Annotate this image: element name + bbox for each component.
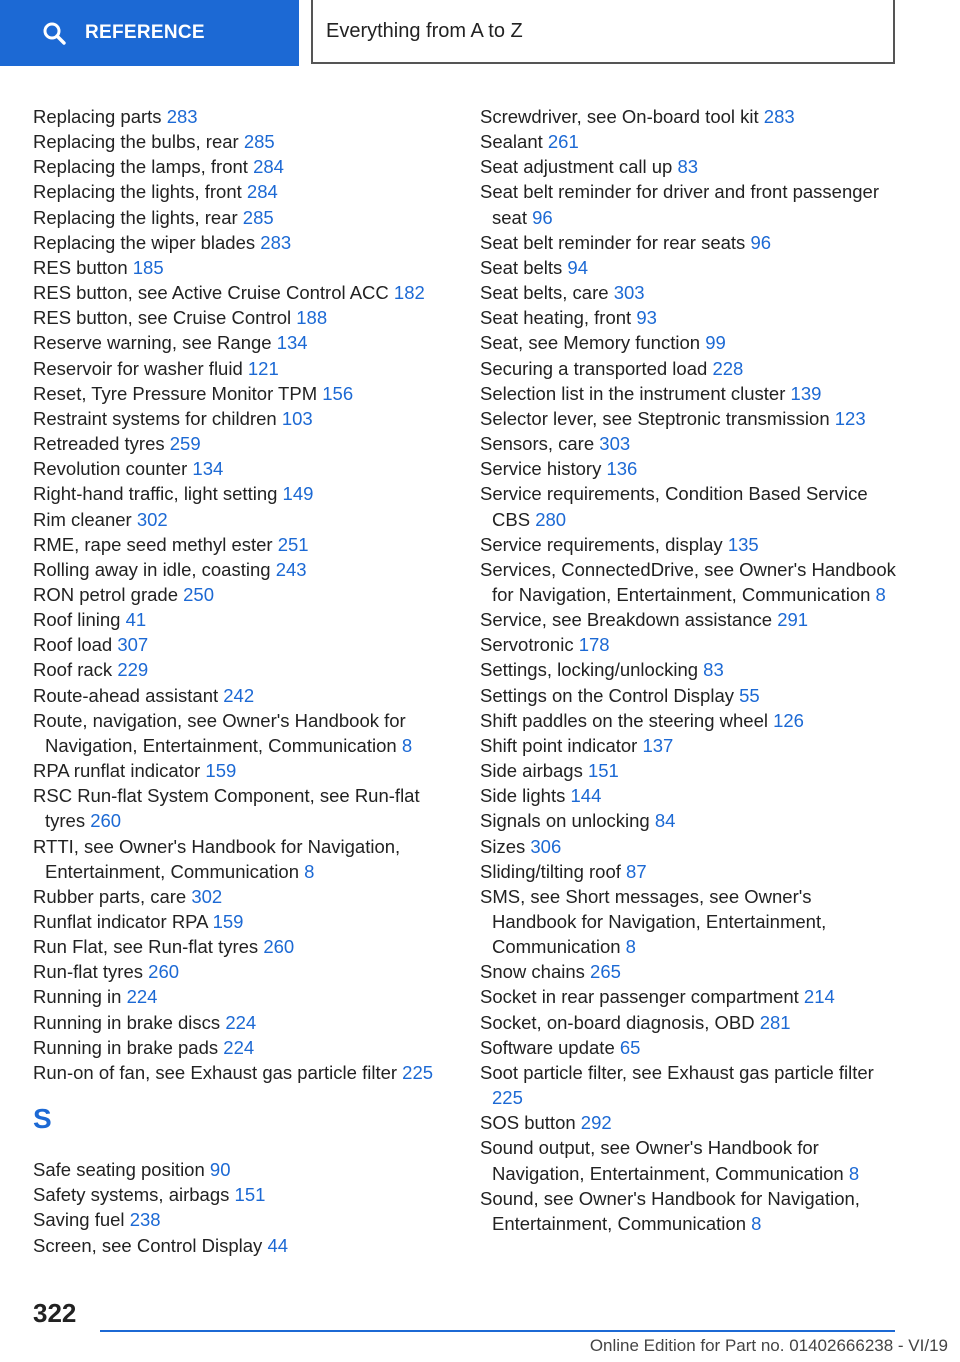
index-entry	[33, 909, 453, 934]
index-entry-text: Soot particle filter, see Exhaust gas particle filter	[480, 1061, 874, 1083]
index-entry	[480, 280, 900, 305]
page-link[interactable]: 302	[191, 885, 223, 907]
index-entry-text: Route-ahead assistant	[33, 684, 224, 706]
page-link[interactable]: 8	[401, 734, 413, 756]
index-entry-text: Replacing the lamps, front	[33, 156, 254, 178]
page-link[interactable]: 303	[599, 433, 631, 455]
index-entry-text: Service history	[480, 458, 607, 480]
index-entry	[33, 632, 453, 657]
index-entry	[33, 481, 453, 506]
index-entry	[480, 607, 900, 632]
page-link[interactable]: 94	[567, 256, 588, 278]
index-entry-text: Sealant	[480, 131, 548, 153]
page-link[interactable]: 224	[223, 1036, 255, 1058]
index-entry	[480, 1110, 900, 1135]
index-entry	[33, 305, 453, 330]
page-link[interactable]: 228	[712, 357, 744, 379]
page-link[interactable]: 185	[132, 256, 164, 278]
page-link[interactable]: 8	[751, 1212, 762, 1234]
index-entry	[480, 1035, 900, 1060]
page-link[interactable]: 292	[580, 1112, 612, 1134]
index-entry-text: SOS button	[480, 1112, 581, 1134]
page-link[interactable]: 8	[625, 936, 636, 958]
page-link[interactable]: 83	[703, 659, 724, 681]
index-entry	[480, 783, 900, 808]
index-entry-text: Rim cleaner	[33, 508, 137, 530]
page-link[interactable]: 285	[242, 206, 274, 228]
index-entry	[480, 733, 900, 758]
index-entry-text: Settings on the Control Display	[480, 684, 740, 706]
page-link[interactable]: 242	[223, 684, 255, 706]
page-link[interactable]: 136	[606, 458, 638, 480]
index-entry-text: Seat adjustment call up	[480, 156, 678, 178]
page-link[interactable]: 65	[619, 1036, 641, 1058]
index-entry-text: Software update	[480, 1036, 620, 1058]
index-entry-text: Replacing the bulbs, rear	[33, 131, 244, 153]
page-link[interactable]: 149	[282, 483, 314, 505]
index-entry-text: Roof rack	[33, 659, 118, 681]
index-entry	[33, 557, 453, 582]
section-letter: S	[33, 1103, 52, 1135]
index-entry	[480, 884, 900, 959]
index-entry	[33, 984, 453, 1009]
index-entry-text: RES button, see Cruise Control	[33, 307, 297, 329]
index-entry-text: Socket in rear passenger compartment	[480, 986, 804, 1008]
reference-label: REFERENCE	[85, 22, 205, 43]
page-link[interactable]: 134	[276, 332, 308, 354]
index-entry	[33, 205, 453, 230]
index-entry	[33, 582, 453, 607]
index-entry-text: Replacing parts	[33, 106, 167, 127]
index-entry	[480, 683, 900, 708]
index-entry	[33, 783, 453, 833]
index-entry	[480, 859, 900, 884]
page-link[interactable]: 260	[148, 961, 180, 983]
index-entry	[33, 255, 453, 280]
page-link[interactable]: 251	[277, 533, 309, 555]
index-entry	[33, 406, 453, 431]
page-link[interactable]: 123	[834, 407, 866, 429]
page-link[interactable]: 83	[677, 156, 699, 178]
index-entry	[33, 129, 453, 154]
index-entry	[33, 1157, 453, 1182]
index-entry-text: Side airbags	[480, 760, 588, 782]
index-entry-text: Replacing the wiper blades	[33, 231, 261, 253]
index-entry-text: Seat belt reminder for rear seats	[480, 231, 751, 253]
index-entry-text: Saving fuel	[33, 1209, 130, 1231]
index-entry	[480, 406, 900, 431]
footer-divider	[100, 1330, 895, 1332]
page-link[interactable]: 8	[848, 1162, 860, 1184]
index-entry-text: Safe seating position	[33, 1159, 210, 1181]
index-entry	[33, 230, 453, 255]
page-link[interactable]: 306	[530, 835, 562, 857]
index-entry-text: Sizes	[480, 835, 531, 857]
index-entry	[33, 431, 453, 456]
page-link[interactable]: 188	[296, 307, 328, 329]
index-entry	[33, 381, 453, 406]
index-entry-text: Service requirements, Condition Based Service CBS	[480, 483, 868, 530]
index-entry	[480, 808, 900, 833]
page-link[interactable]: 225	[492, 1087, 523, 1109]
index-entry	[33, 1060, 453, 1085]
index-entry	[480, 657, 900, 682]
index-entry	[33, 607, 453, 632]
page-link[interactable]: 159	[212, 911, 244, 932]
index-entry	[480, 456, 900, 481]
index-entry-text: Retreaded tyres	[33, 433, 170, 455]
page-header	[0, 0, 960, 68]
index-entry	[33, 507, 453, 532]
index-entry-text: Restraint systems for children	[33, 407, 282, 429]
page-link[interactable]: 283	[763, 106, 795, 127]
page-link[interactable]: 280	[535, 508, 567, 530]
page-link[interactable]: 41	[125, 609, 147, 631]
page-link[interactable]: 90	[209, 1159, 231, 1181]
index-entry	[480, 959, 900, 984]
page-link[interactable]: 302	[136, 508, 168, 530]
index-entry-text: Replacing the lights, front	[33, 181, 247, 203]
page-link[interactable]: 260	[263, 936, 295, 958]
index-entry	[33, 834, 453, 884]
index-entry-text: Service, see Breakdown assistance	[480, 609, 778, 631]
index-entry	[480, 230, 900, 255]
page-link[interactable]: 144	[570, 785, 602, 807]
page-link[interactable]: 260	[90, 810, 122, 832]
page-link[interactable]: 214	[803, 986, 835, 1008]
index-entry	[33, 708, 453, 758]
page-link[interactable]: 285	[243, 131, 275, 153]
page-link[interactable]: 281	[759, 1011, 791, 1033]
index-entry	[33, 657, 453, 682]
page-link[interactable]: 303	[613, 282, 645, 304]
index-entry-text: Seat belt reminder for driver and front passenger seat	[480, 181, 879, 228]
index-entry-text: Run Flat, see Run-flat tyres	[33, 936, 264, 958]
index-entry	[33, 1035, 453, 1060]
index-column-left	[33, 104, 453, 1258]
page-link[interactable]: 238	[129, 1209, 161, 1231]
page-link[interactable]: 96	[532, 206, 553, 228]
index-entry-text: Reserve warning, see Range	[33, 332, 277, 354]
page-link[interactable]: 243	[275, 558, 307, 580]
page-link[interactable]: 84	[654, 810, 676, 832]
index-entry	[480, 330, 900, 355]
index-entry-text: Shift paddles on the steering wheel	[480, 709, 774, 731]
index-entry-text: RES button	[33, 256, 133, 278]
footer-edition: Online Edition for Part no. 01402666238 - VI/19	[589, 1336, 948, 1355]
index-entry	[480, 431, 900, 456]
index-entry	[33, 1010, 453, 1035]
index-entry	[480, 1186, 900, 1236]
index-entry	[480, 1135, 900, 1185]
index-entry	[33, 1207, 453, 1232]
page-link[interactable]: 134	[192, 458, 224, 480]
page-link[interactable]: 291	[777, 609, 809, 631]
index-entry-text: Reset, Tyre Pressure Monitor TPM	[33, 382, 323, 404]
index-entry	[33, 1233, 453, 1258]
index-entry	[33, 884, 453, 909]
index-entry-text: Rolling away in idle, coasting	[33, 558, 276, 580]
page-link[interactable]: 156	[322, 382, 354, 404]
chapter-title: Everything from A to Z	[326, 19, 523, 42]
page-link[interactable]: 93	[636, 307, 657, 329]
page-link[interactable]: 261	[547, 131, 579, 153]
index-entry-text: Roof load	[33, 634, 118, 656]
index-entry-text: Selection list in the instrument cluster	[480, 382, 791, 404]
page-link[interactable]: 224	[126, 986, 158, 1008]
page-link[interactable]: 182	[393, 282, 425, 304]
page-link[interactable]: 284	[253, 156, 284, 178]
index-entry-text: Sound output, see Owner's Handbook for Navigation, Entertainment, Communication	[480, 1137, 849, 1184]
index-entry	[480, 129, 900, 154]
page-link[interactable]: 103	[281, 407, 313, 429]
page-link[interactable]: 121	[247, 357, 279, 379]
page-link[interactable]: 283	[166, 106, 198, 127]
search-icon	[42, 21, 66, 45]
index-entry	[33, 356, 453, 381]
page-link[interactable]: 225	[402, 1061, 434, 1083]
index-entry-text: Roof lining	[33, 609, 126, 631]
page-number: 322	[33, 1298, 77, 1328]
index-entry	[480, 179, 900, 229]
index-entry	[480, 557, 900, 607]
index-entry-text: Run-on of fan, see Exhaust gas particle filter	[33, 1061, 403, 1083]
page-link[interactable]: 55	[739, 684, 760, 706]
page-link[interactable]: 139	[790, 382, 822, 404]
index-entry-text: Services, ConnectedDrive, see Owner's Handbook for Navigation, Entertainment, Communication	[480, 558, 896, 605]
index-entry-text: Side lights	[480, 785, 571, 807]
index-entry-text: Route, navigation, see Owner's Handbook for Navigation, Entertainment, Communication	[33, 709, 406, 756]
index-entry	[33, 154, 453, 179]
index-entry-text: RTTI, see Owner's Handbook for Navigation, Entertainment, Communication	[33, 835, 401, 882]
index-entry	[33, 280, 453, 305]
index-entry-text: Servotronic	[480, 634, 579, 656]
index-entry-text: Socket, on-board diagnosis, OBD	[480, 1011, 760, 1033]
index-entry-text: Shift point indicator	[480, 734, 643, 756]
index-entry-text: Service requirements, display	[480, 533, 728, 555]
index-entry-text: Snow chains	[480, 961, 591, 983]
index-entry	[480, 1060, 900, 1110]
index-entry	[480, 834, 900, 859]
chapter-title-box	[311, 0, 895, 64]
index-entry-text: RME, rape seed methyl ester	[33, 533, 278, 555]
page-link[interactable]: 87	[626, 860, 647, 882]
page-link[interactable]: 99	[705, 332, 726, 354]
page-link[interactable]: 250	[183, 583, 214, 605]
index-entry-text: Safety systems, airbags	[33, 1184, 235, 1206]
index-entry	[480, 154, 900, 179]
index-entry	[480, 305, 900, 330]
page-link[interactable]: 265	[590, 961, 621, 983]
index-entry	[33, 934, 453, 959]
index-entry	[480, 255, 900, 280]
index-entry-text: Right-hand traffic, light setting	[33, 483, 283, 505]
index-entry	[480, 1010, 900, 1035]
index-entry	[33, 456, 453, 481]
page-link[interactable]: 137	[642, 734, 674, 756]
index-entry-text: Screen, see Control Display	[33, 1234, 268, 1256]
index-entry	[33, 1182, 453, 1207]
index-entry	[33, 683, 453, 708]
page-link[interactable]: 178	[578, 634, 610, 656]
index-entry-text: Rubber parts, care	[33, 885, 192, 907]
index-entry-text: RES button, see Active Cruise Control ACC	[33, 282, 394, 304]
index-entry	[33, 959, 453, 984]
index-entry-text: Sliding/tilting roof	[480, 860, 627, 882]
index-entry-text: Seat belts, care	[480, 282, 614, 304]
page-link[interactable]: 259	[169, 433, 201, 455]
index-entry	[480, 481, 900, 531]
index-entry	[480, 381, 900, 406]
index-entry	[480, 356, 900, 381]
page-link[interactable]: 151	[234, 1184, 266, 1206]
index-entry-text: Revolution counter	[33, 458, 193, 480]
index-entry	[480, 104, 900, 129]
reference-tab[interactable]	[0, 0, 299, 66]
page-link[interactable]: 8	[304, 860, 315, 882]
index-entry	[480, 984, 900, 1009]
index-entry-text: Running in	[33, 986, 127, 1008]
index-entry-text: Runflat indicator RPA	[33, 911, 213, 932]
index-entry-text: Replacing the lights, rear	[33, 206, 243, 228]
page-link[interactable]: 151	[587, 760, 619, 782]
index-entry	[480, 708, 900, 733]
page-link[interactable]: 126	[773, 709, 804, 731]
index-entry-text: Running in brake pads	[33, 1036, 224, 1058]
page-link[interactable]: 8	[875, 583, 886, 605]
index-entry	[33, 330, 453, 355]
index-entry-text: Run-flat tyres	[33, 961, 149, 983]
index-entry-text: RPA runflat indicator	[33, 760, 206, 782]
page-link[interactable]: 307	[117, 634, 149, 656]
page-link[interactable]: 283	[260, 231, 292, 253]
index-entry-text: RSC Run-flat System Component, see Run-flat tyres	[33, 785, 420, 832]
index-entry-text: Selector lever, see Steptronic transmission	[480, 407, 835, 429]
page-link[interactable]: 284	[246, 181, 278, 203]
index-entry-text: Securing a transported load	[480, 357, 713, 379]
index-entry-text: Seat belts	[480, 256, 568, 278]
index-entry-text: Reservoir for washer fluid	[33, 357, 248, 379]
index-entry-text: Settings, locking/unlocking	[480, 659, 704, 681]
index-entry-text: Screwdriver, see On-board tool kit	[480, 106, 764, 127]
index-entry	[33, 532, 453, 557]
index-entry	[480, 532, 900, 557]
index-entry-text: Seat, see Memory function	[480, 332, 706, 354]
index-entry	[33, 104, 453, 129]
index-entry-text: SMS, see Short messages, see Owner's Handbook for Navigation, Entertainment, Communication	[480, 885, 827, 958]
index-entry-text: Signals on unlocking	[480, 810, 655, 832]
index-entry-text: Running in brake discs	[33, 1011, 226, 1033]
page-link[interactable]: 229	[117, 659, 149, 681]
page-link[interactable]: 44	[267, 1234, 289, 1256]
index-entry	[480, 632, 900, 657]
index-entry-text: Sensors, care	[480, 433, 600, 455]
index-column-right	[480, 104, 900, 1236]
page-link[interactable]: 135	[727, 533, 759, 555]
index-entry	[33, 179, 453, 204]
index-entry	[480, 758, 900, 783]
index-entry	[33, 758, 453, 783]
page-link[interactable]: 159	[205, 760, 237, 782]
page-link[interactable]: 224	[225, 1011, 257, 1033]
index-entry-text: RON petrol grade	[33, 583, 184, 605]
index-entry-text: Sound, see Owner's Handbook for Navigation, Entertainment, Communication	[480, 1187, 860, 1234]
page-link[interactable]: 96	[750, 231, 772, 253]
index-entry-text: Seat heating, front	[480, 307, 637, 329]
